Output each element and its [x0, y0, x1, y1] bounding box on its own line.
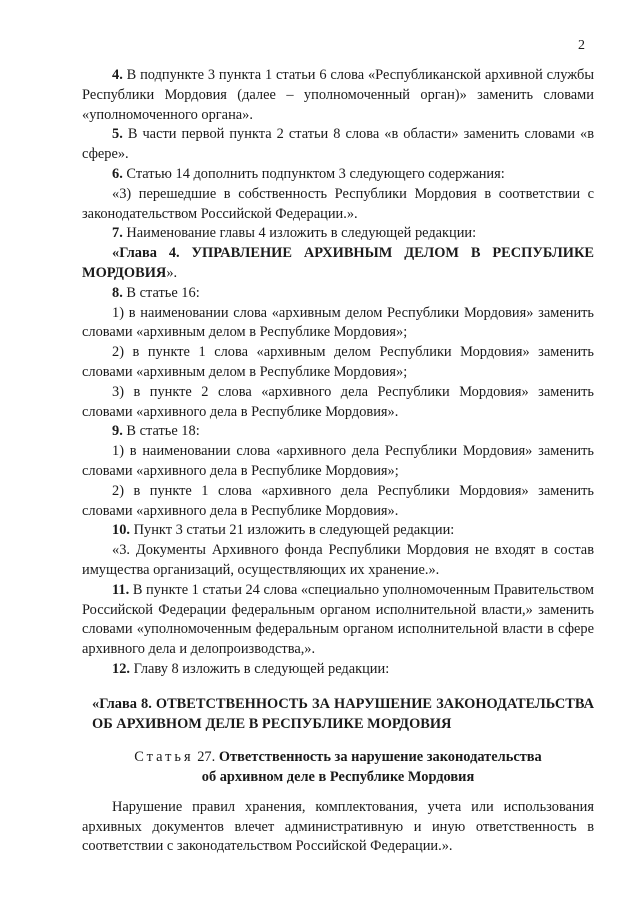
item-text: Главу 8 изложить в следующей редакции:: [133, 660, 390, 677]
chapter-4-title: [82, 244, 594, 284]
item-text: 3) в пункте 2 слова «архивного дела Республики Мордовия» заменить словами «архивного дела в Республике Мордовия».: [82, 383, 594, 420]
item-8-sub-2: [82, 343, 594, 383]
article-27-text: Нарушение правил хранения, комплектования, учета или использования архивных документов влечет административную и иную ответственность в соответствии с законодательством Российской Федерации.».: [82, 798, 594, 855]
item-text: 1) в наименовании слова «архивного дела Республики Мордовия» заменить словами «архивного дела в Республике Мордовия»;: [82, 443, 594, 479]
item-6-subitem: [82, 185, 594, 225]
item-text: Статью 14 дополнить подпунктом 3 следующего содержания:: [126, 165, 505, 182]
item-number: 12.: [112, 660, 130, 677]
item-text: 1) в наименовании слова «архивным делом Республики Мордовия» заменить словами «архивным делом в Республике Мордовия»;: [82, 304, 594, 341]
article-27-heading: [82, 748, 594, 788]
chapter-8-title: «Глава 8. ОТВЕТСТВЕННОСТЬ ЗА НАРУШЕНИЕ ЗАКОНОДАТЕЛЬСТВА ОБ АРХИВНОМ ДЕЛЕ В РЕСПУБЛИКЕ МОРДОВИЯ: [92, 695, 594, 732]
item-7: [82, 224, 594, 244]
item-9-sub-2: [82, 482, 594, 522]
item-text: В пункте 1 статьи 24 слова «специально уполномоченным Правительством Российской Федерации федеральным органом исполнительной власти,» заменить словами «уполномоченным федеральным органом исполнительной власти в сфере архивного дела и делопроизводства,».: [82, 581, 594, 658]
item-text: Наименование главы 4 изложить в следующей редакции:: [126, 225, 477, 242]
item-text: В статье 16:: [126, 284, 200, 301]
item-9: [82, 422, 594, 442]
item-text: В статье 18:: [126, 423, 200, 440]
item-number: 5.: [112, 126, 123, 143]
item-8-sub-3: [82, 383, 594, 423]
item-number: 6.: [112, 165, 123, 182]
item-number: 4.: [112, 67, 123, 83]
item-11: [82, 581, 594, 660]
item-6: [82, 165, 594, 185]
item-text: Пункт 3 статьи 21 изложить в следующей редакции:: [133, 522, 455, 539]
article-number: 27.: [197, 749, 216, 766]
spacer: [82, 680, 594, 695]
item-8-sub-1: [82, 304, 594, 344]
article-label: Статья: [134, 749, 194, 766]
item-text: 2) в пункте 1 слова «архивным делом Республики Мордовия» заменить словами «архивным делом в Республике Мордовия»;: [82, 344, 594, 380]
item-number: 11.: [112, 581, 130, 598]
item-12: [82, 660, 594, 680]
item-5: [82, 125, 594, 165]
page-number: 2: [578, 38, 585, 53]
item-10-text: [82, 541, 594, 581]
item-text: 2) в пункте 1 слова «архивного дела Республики Мордовия» заменить словами «архивного дела в Республике Мордовия».: [82, 482, 594, 519]
item-text: В подпункте 3 пункта 1 статьи 6 слова «Республиканской архивной службы Республики Мордовия (далее – уполномоченный орган)» заменить словами «уполномоченного органа».: [82, 67, 594, 123]
item-number: 8.: [112, 284, 123, 301]
item-number: 9.: [112, 423, 123, 440]
item-8: [82, 284, 594, 304]
article-title-line-1: Ответственность за нарушение законодательства: [218, 749, 542, 766]
article-title-line-2: об архивном деле в Республике Мордовия: [201, 769, 475, 786]
item-text: В части первой пункта 2 статьи 8 слова «в области» заменить словами «в сфере».: [82, 126, 594, 163]
item-text: «3) перешедшие в собственность Республики Мордовия в соответствии с законодательством Российской Федерации.».: [82, 185, 594, 222]
item-text: «3. Документы Архивного фонда Республики Мордовия не входят в состав имущества организаций, осуществляющих их хранение.».: [82, 542, 594, 578]
item-text: ».: [166, 264, 178, 281]
item-10: [82, 521, 594, 541]
chapter-4-heading: «Глава 4. УПРАВЛЕНИЕ АРХИВНЫМ ДЕЛОМ В РЕСПУБЛИКЕ МОРДОВИЯ: [82, 245, 594, 281]
item-number: 10.: [112, 522, 130, 539]
document-body: [82, 66, 594, 857]
item-number: 7.: [112, 225, 123, 242]
item-4: [82, 66, 594, 125]
item-9-sub-1: [82, 442, 594, 482]
